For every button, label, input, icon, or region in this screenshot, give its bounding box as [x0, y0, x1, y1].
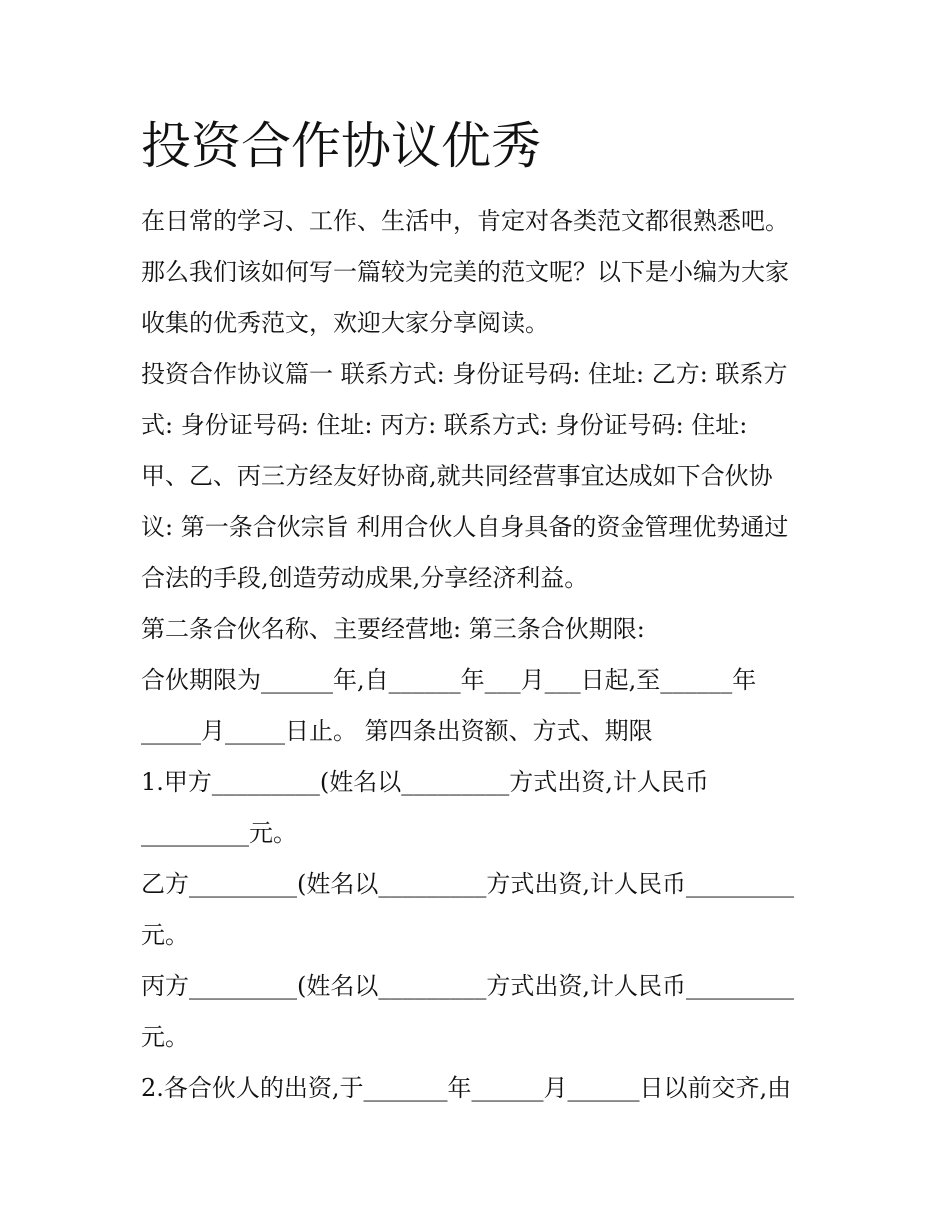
- document-body: [141, 196, 841, 1114]
- body-line: 元。: [141, 1023, 189, 1051]
- document-title: 投资合作协议优秀: [141, 117, 541, 175]
- body-line: 丙方_________(姓名以_________方式出资,计人民币_________: [141, 972, 794, 1000]
- body-line: 元。: [141, 921, 189, 949]
- body-line: 合法的手段,创造劳动成果,分享经济利益。: [141, 564, 589, 592]
- body-line: 1.甲方_________(姓名以_________方式出资,计人民币: [141, 768, 709, 796]
- body-line: _____月_____日止。 第四条出资额、方式、期限: [141, 717, 653, 745]
- body-line: 式: 身份证号码: 住址: 丙方: 联系方式: 身份证号码: 住址:: [141, 411, 748, 439]
- body-line: _________元。: [141, 819, 297, 847]
- body-line: 收集的优秀范文，欢迎大家分享阅读。: [141, 309, 549, 337]
- body-line: 在日常的学习、工作、生活中，肯定对各类范文都很熟悉吧。: [141, 207, 789, 235]
- body-line: 那么我们该如何写一篇较为完美的范文呢？以下是小编为大家: [141, 258, 789, 286]
- body-line: 议: 第一条合伙宗旨 利用合伙人自身具备的资金管理优势通过: [141, 513, 789, 541]
- body-line: 甲、乙、丙三方经友好协商,就共同经营事宜达成如下合伙协: [141, 462, 773, 490]
- body-line: 2.各合伙人的出资,于_______年______月______日以前交齐,由: [141, 1074, 792, 1102]
- body-line: 第二条合伙名称、主要经营地: 第三条合伙期限:: [141, 615, 645, 643]
- body-line: 投资合作协议篇一 联系方式: 身份证号码: 住址: 乙方: 联系方: [141, 360, 788, 388]
- body-line: 乙方_________(姓名以_________方式出资,计人民币_________: [141, 870, 794, 898]
- body-line: 合伙期限为______年,自______年___月___日起,至______年: [141, 666, 757, 694]
